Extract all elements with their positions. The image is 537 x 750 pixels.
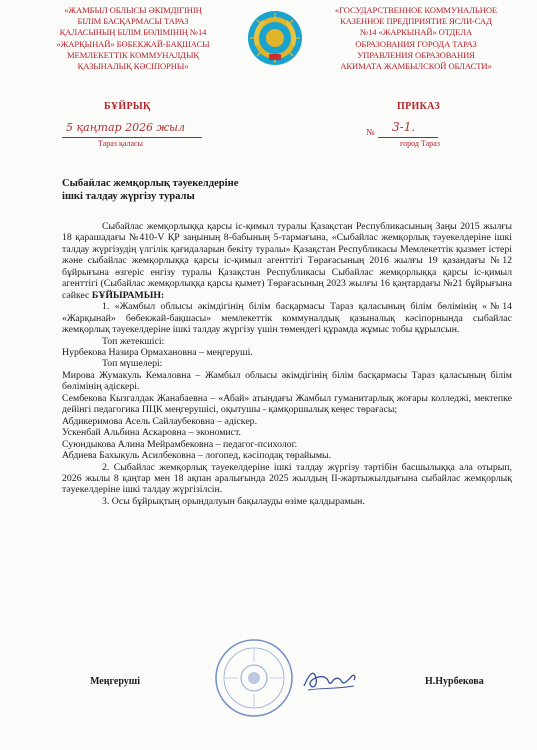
member: Ускенбай Альбина Аскаровна – экономист.: [62, 427, 241, 439]
number-prefix: №: [366, 127, 375, 137]
leader: Нурбекова Назира Ормахановна – меңгеруші.: [62, 346, 253, 358]
subject: [62, 177, 238, 203]
header-ru-line: «ГОСУДАРСТВЕННОЕ КОММУНАЛЬНОЕ: [334, 5, 498, 15]
signer-name: Н.Нурбекова: [425, 676, 484, 687]
header-kz-line: ҚАЛАСЫНЫҢ БІЛІМ БӨЛІМІНІҢ №14: [59, 27, 207, 38]
item-2: 2. Сыбайлас жемқорлық тәуекелдеріне ішкі талдау жүргізу тәртібін басшылыққа ала отырып, 2026 жылы 8 қаңтар мен 18 ақпан аралығында 2025 жылдың II-жартыжылдығына сыбайлас жемқорлық тәуекелдеріне ішкі талдау жүргізілсін.: [62, 461, 512, 496]
header-ru-line: АКИМАТА ЖАМБЫЛСКОЙ ОБЛАСТИ»: [340, 61, 492, 72]
item-3: 3. Осы бұйрықтың орындалуын бақылауды өзіме қалдырамын.: [102, 495, 365, 507]
header-ru: [326, 5, 506, 72]
city-ru: город Тараз: [400, 139, 440, 148]
leader-label: Топ жетекшісі:: [102, 335, 165, 347]
header-kz-line: «ЖАМБЫЛ ОБЛЫСЫ ӘКІМДІГІНІҢ: [64, 5, 202, 15]
preamble-text: Сыбайлас жемқорлыққа қарсы іс-қимыл туралы Қазақстан Республикасының Заңы 2015 жылғы 18 қарашадағы №410-V ҚР заңының 8-бабының 5-тармағына, «Сыбайлас жемқорлық тәуекелдеріне ішкі талдау жүргізудің үлгілік қағидаларын бекіту туралы» Қазақстан Республикасы Мемлекеттік қызмет істері және сыбайлас жемқорлыққа қарсы іс-қимыл агенттігі Төрағасының 2016 жылғы 19 қазандағы №12 бұйрығына өзгеріс енгізу туралы Қазақстан Республикасы Сыбайлас жемқорлыққа қарсы іс-қимыл агенттігі (Сыбайлас жемқорлыққа қарсы қымет) Төрағасының 2023 жылғы 16 қаңтардағы №21 бұйрығына сәйкес: [62, 221, 512, 301]
handwritten-signature-icon: [300, 664, 360, 696]
document-body: [62, 221, 512, 507]
title-ru: ПРИКАЗ: [397, 101, 440, 112]
member: Абдикеримова Асель Сайлаубековна – әдіскер.: [62, 415, 258, 427]
subject-line: Сыбайлас жемқорлық тәуекелдеріне: [62, 178, 239, 189]
header-kz-line: «ЖАРҚЫНАЙ» БӨБЕКЖАЙ-БАҚШАСЫ: [56, 38, 210, 49]
header-kz: [46, 5, 220, 72]
date-handwritten: 5 қаңтар 2026 жыл: [66, 121, 186, 134]
member: Мирова Жумакуль Кемаловна – Жамбыл облысы әкімдігінің білім басқармасы Тараз қаласының білім бөлімінің әдіскері.: [62, 369, 512, 393]
header-ru-line: ОБРАЗОВАНИЯ ГОРОДА ТАРАЗ: [355, 38, 477, 49]
subject-line: ішкі талдау жүргізу туралы: [62, 191, 195, 202]
round-seal-icon: [214, 638, 294, 718]
header-kz-line: ҚАЗЫНАЛЫҚ КӘСІПОРНЫ»: [77, 61, 189, 72]
city-kz: Тараз қаласы: [98, 139, 143, 148]
title-kz: БҰЙРЫҚ: [104, 101, 151, 112]
member: Абдиева Бахыкуль Асилбековна – логопед, кәсіподақ төрайымы.: [62, 450, 332, 462]
header-kz-line: БІЛІМ БАСҚАРМАСЫ ТАРАЗ: [77, 16, 189, 27]
header-ru-line: №14 «ЖАРКЫНАЙ» ОТДЕЛА: [359, 27, 473, 38]
kazakhstan-emblem-icon: [247, 10, 303, 66]
header-ru-line: УПРАВЛЕНИЯ ОБРАЗОВАНИЯ: [357, 49, 475, 60]
signer-title: Меңгеруші: [90, 676, 141, 687]
members-label: Топ мүшелері:: [102, 358, 163, 370]
header-ru-line: КАЗЕННОЕ ПРЕДПРИЯТИЕ ЯСЛИ-САД: [340, 16, 492, 27]
number-handwritten: 3-1.: [392, 120, 416, 134]
header-kz-line: МЕМЛЕКЕТТІК КОММУНАЛДЫҚ: [67, 49, 199, 60]
order-word: БҰЙЫРАМЫН:: [91, 289, 165, 301]
preamble-paragraph: [62, 221, 512, 301]
member: Суюндыкова Алина Мейрамбековна – педагог-психолог.: [62, 438, 298, 450]
item-1: 1. «Жамбыл облысы әкімдігінің білім басқармасы Тараз қаласының білім бөлімінің «№14 «Жарқынай» бөбекжай-бақшасы» мемлекеттік коммуналдық қазыналық кәсіпорнында сыбайлас жемқорлық тәуекелдеріне ішкі талдау жүргізу үшін төмендегі құрамда жұмыс тобы құрылсын.: [62, 301, 512, 336]
member: Сембекова Кызгалдак Жанабаевна – «Абай» атындағы Жамбыл гуманитарлық жоғары колледжі, мектепке дейінгі педагогика ПЦК меңгерушісі, оқытушы - қамқоршылық кеңес төрағасы;: [62, 392, 512, 416]
